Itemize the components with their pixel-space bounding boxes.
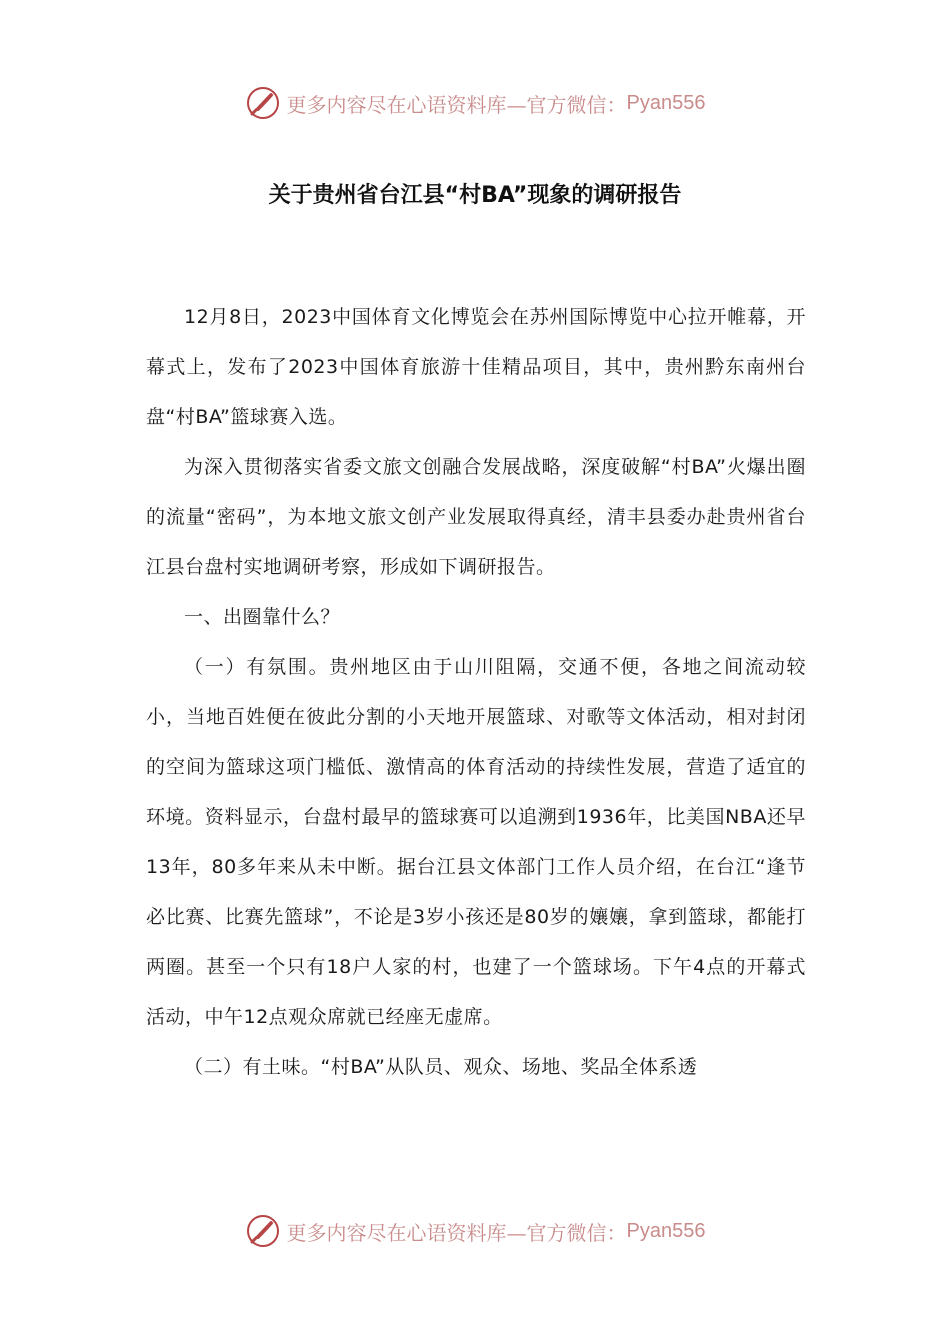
- header-banner: [0, 83, 950, 123]
- paragraph: （一）有氛围。贵州地区由于山川阻隔，交通不便，各地之间流动较小，当地百姓便在彼此分割的小天地开展篮球、对歌等文体活动，相对封闭的空间为篮球这项门槛低、激情高的体育活动的持续性发展，营造了适宜的环境。资料显示，台盘村最早的篮球赛可以追溯到1936年，比美国NBA还早13年，80多年来从未中断。据台江县文体部门工作人员介绍，在台江“逢节必比赛、比赛先篮球”，不论是3岁小孩还是80岁的孃孃，拿到篮球，都能打两圈。甚至一个只有18户人家的村，也建了一个篮球场。下午4点的开幕式活动，中午12点观众席就已经座无虚席。: [146, 656, 806, 1028]
- banner-text: 更多内容尽在心语资料库—官方微信：: [286, 1220, 627, 1245]
- document-body: [146, 292, 806, 1092]
- paragraph: 为深入贯彻落实省委文旅文创融合发展战略，深度破解“村BA”火爆出圈的流量“密码”，为本地文旅文创产业发展取得真经，清丰县委办赴贵州省台江县台盘村实地调研考察，形成如下调研报告。: [146, 456, 806, 578]
- quill-logo-icon: [245, 1213, 281, 1249]
- paragraph: （二）有土味。“村BA”从队员、观众、场地、奖品全体系透: [184, 1056, 698, 1078]
- paragraph: 12月8日，2023中国体育文化博览会在苏州国际博览中心拉开帷幕，开幕式上，发布了2023中国体育旅游十佳精品项目，其中，贵州黔东南州台盘“村BA”篮球赛入选。: [146, 306, 806, 428]
- banner-wechat-id: Pyan556: [626, 1219, 706, 1242]
- quill-logo-icon: [245, 85, 281, 121]
- footer-banner: [0, 1211, 950, 1251]
- banner-wechat-id: Pyan556: [626, 91, 706, 114]
- section-heading: 一、出圈靠什么？: [184, 606, 341, 628]
- banner-text: 更多内容尽在心语资料库—官方微信：: [286, 92, 627, 117]
- document-title: 关于贵州省台江县“村BA”现象的调研报告: [268, 183, 682, 208]
